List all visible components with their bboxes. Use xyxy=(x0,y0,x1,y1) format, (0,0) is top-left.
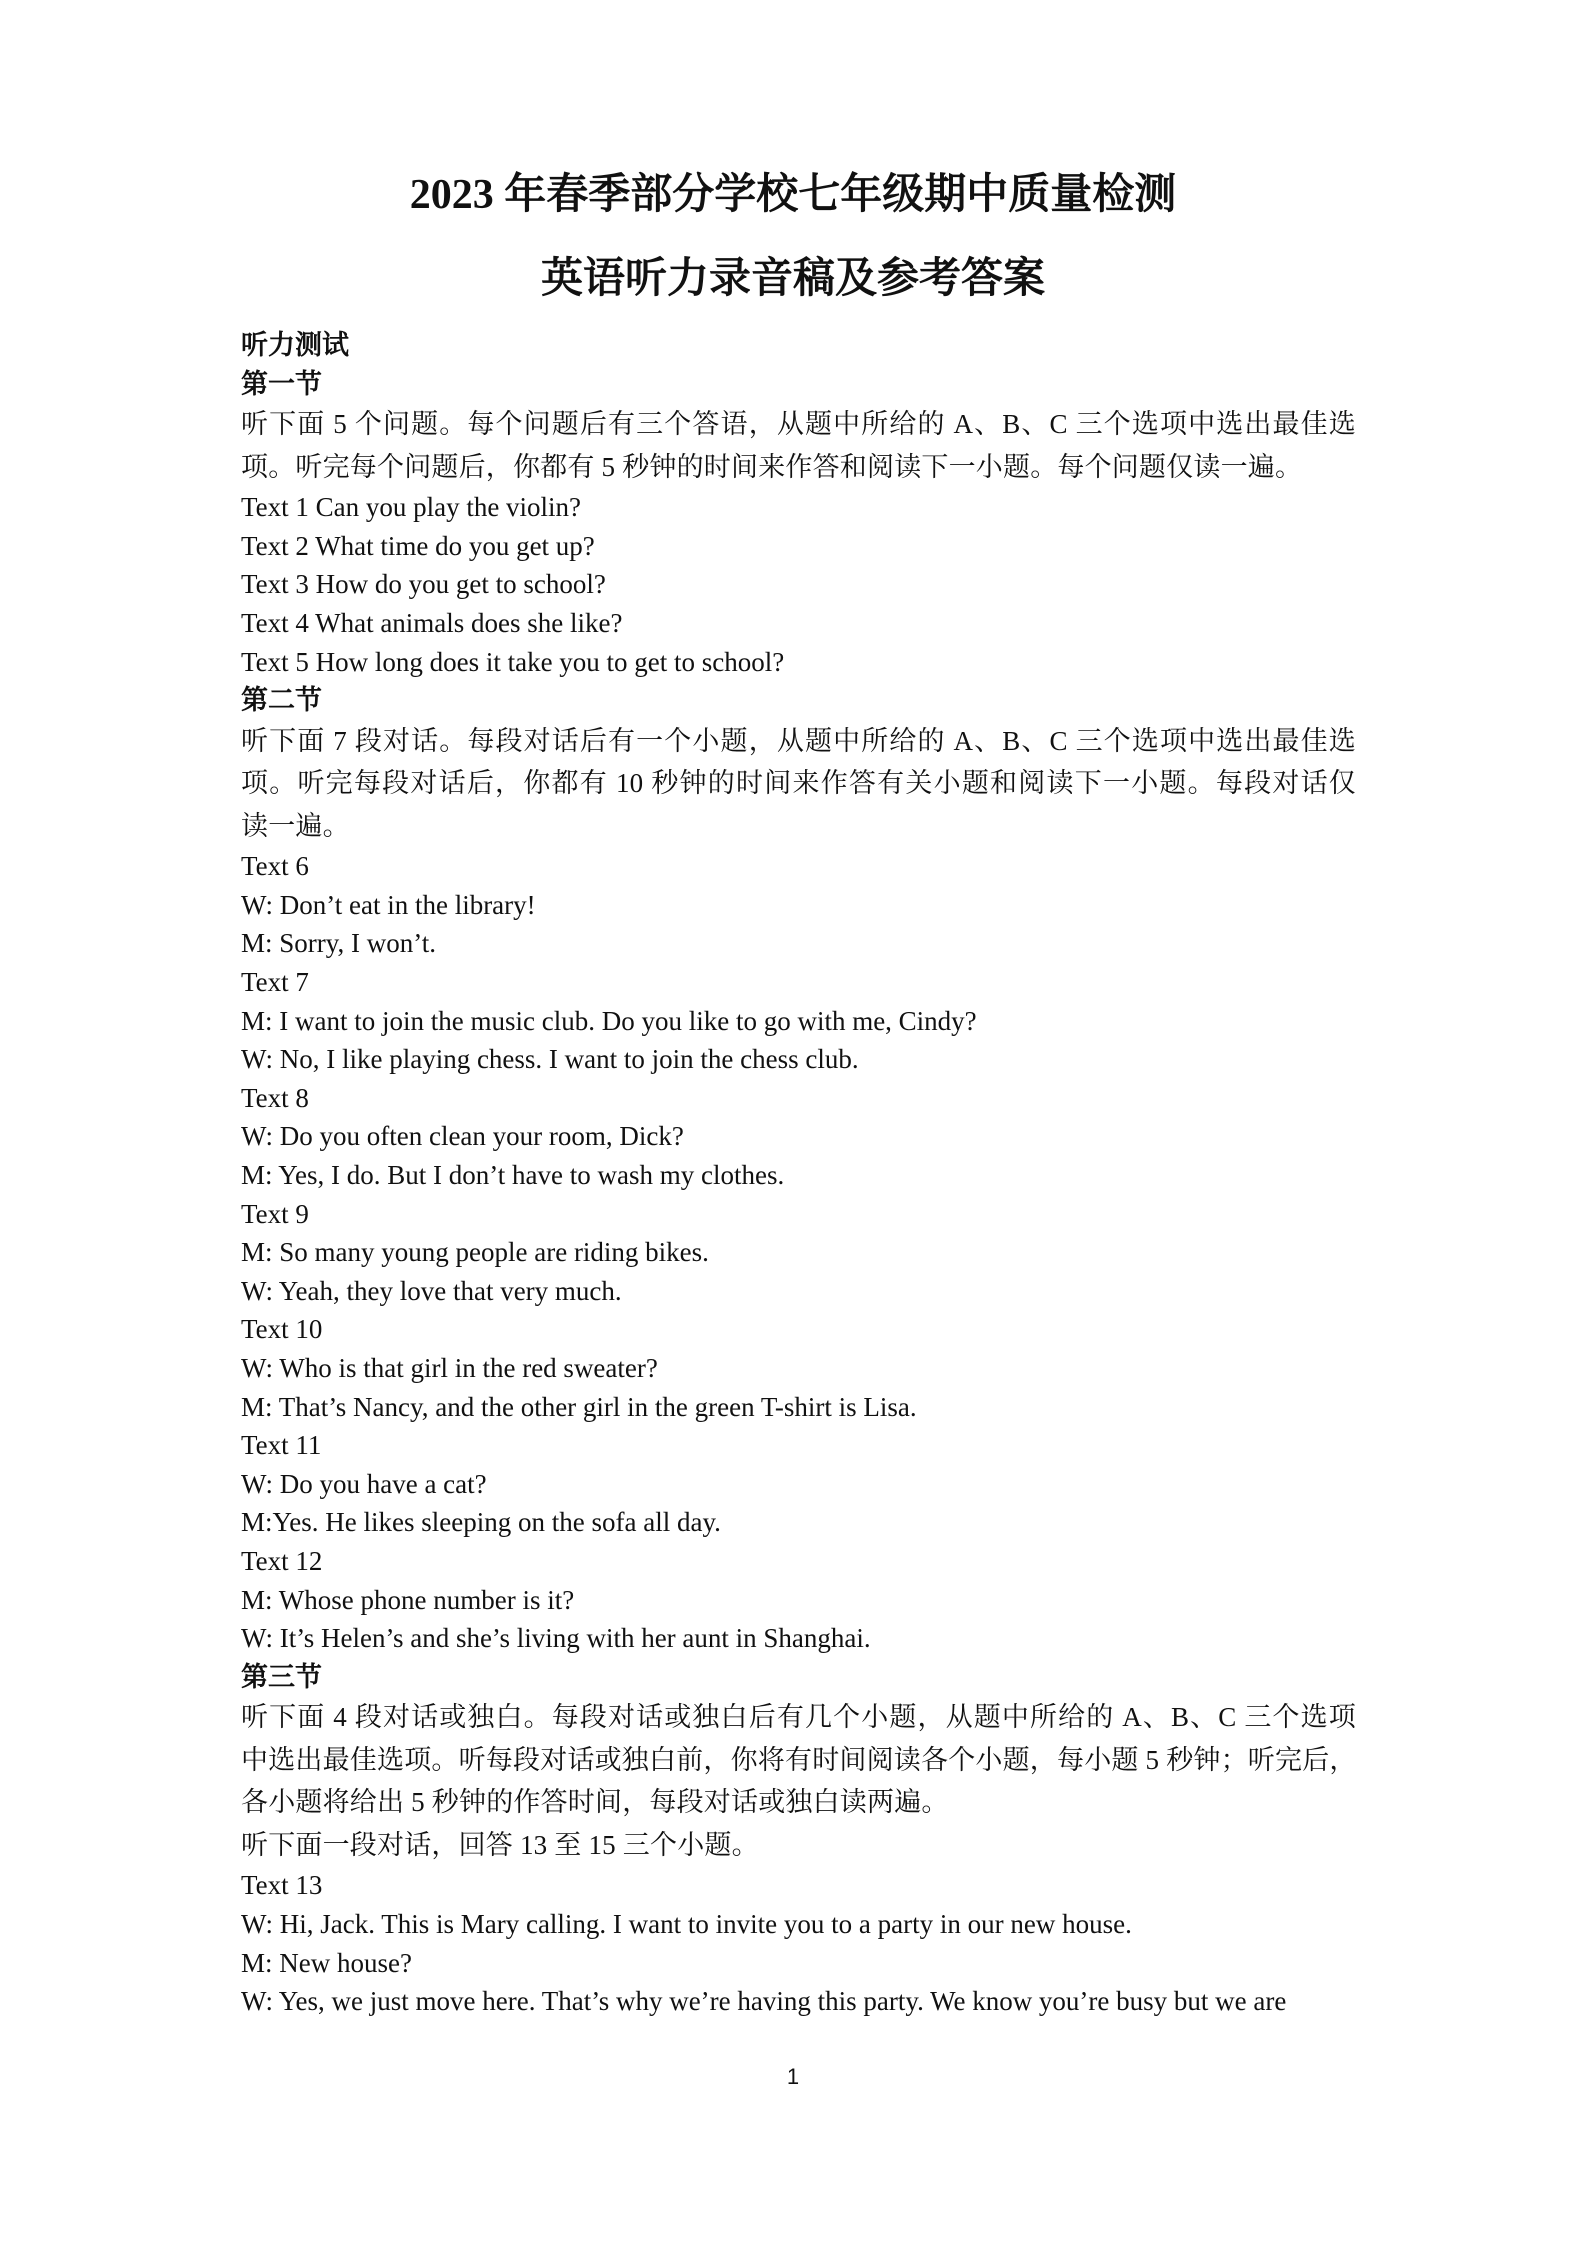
text-line: Text 13 xyxy=(241,1870,323,1901)
text-line: M: So many young people are riding bikes. xyxy=(241,1237,709,1268)
text-line: M:Yes. He likes sleeping on the sofa all day. xyxy=(241,1507,721,1538)
instruction-line: 听下面 4 段对话或独白。每段对话或独白后有几个小题，从题中所给的 A、B、C 三个选项 xyxy=(241,1702,1356,1733)
section-heading: 第三节 xyxy=(241,1661,322,1692)
text-line: M: That’s Nancy, and the other girl in the green T-shirt is Lisa. xyxy=(241,1391,917,1422)
instruction-line: 项。听完每段对话后，你都有 10 秒钟的时间来作答有关小题和阅读下一小题。每段对话仅 xyxy=(241,768,1356,799)
instruction-line: 听下面 7 段对话。每段对话后有一个小题，从题中所给的 A、B、C 三个选项中选出最佳选 xyxy=(241,725,1356,756)
text-line: M: New house? xyxy=(241,1947,412,1978)
text-line: Text 7 xyxy=(241,967,309,998)
text-line: Text 3 How do you get to school? xyxy=(241,569,606,600)
text-line: W: It’s Helen’s and she’s living with her aunt in Shanghai. xyxy=(241,1623,871,1654)
text-line: W: Hi, Jack. This is Mary calling. I want to invite you to a party in our new house. xyxy=(241,1908,1132,1939)
text-line: Text 9 xyxy=(241,1198,309,1229)
instruction-line: 听下面 5 个问题。每个问题后有三个答语，从题中所给的 A、B、C 三个选项中选出最佳选 xyxy=(241,409,1356,440)
text-line: Text 1 Can you play the violin? xyxy=(241,492,582,523)
instruction-line: 项。听完每个问题后，你都有 5 秒钟的时间来作答和阅读下一小题。每个问题仅读一遍。 xyxy=(241,451,1303,482)
instruction-line: 各小题将给出 5 秒钟的作答时间，每段对话或独白读两遍。 xyxy=(241,1787,949,1818)
text-line: W: Yeah, they love that very much. xyxy=(241,1275,622,1306)
text-line: M: Yes, I do. But I don’t have to wash my clothes. xyxy=(241,1160,785,1190)
text-line: M: Sorry, I won’t. xyxy=(241,928,436,959)
text-line: M: Whose phone number is it? xyxy=(241,1584,575,1615)
text-line: Text 11 xyxy=(241,1430,322,1461)
section-heading: 听力测试 xyxy=(241,330,349,360)
text-line: W: Yes, we just move here. That’s why we’re having this party. We know you’re busy but we are xyxy=(241,1986,1287,2017)
instruction-line: 中选出最佳选项。听每段对话或独白前，你将有时间阅读各个小题，每小题 5 秒钟；听完后， xyxy=(241,1744,1357,1775)
text-line: M: I want to join the music club. Do you like to go with me, Cindy? xyxy=(241,1005,977,1036)
document-body xyxy=(241,326,1356,2021)
document-subtitle: 英语听力录音稿及参考答案 xyxy=(540,256,1045,302)
text-line: Text 4 What animals does she like? xyxy=(241,607,623,638)
text-line: Text 10 xyxy=(241,1314,323,1345)
instruction-line: 读一遍。 xyxy=(241,810,350,841)
text-line: Text 5 How long does it take you to get to school? xyxy=(241,646,785,677)
instruction-line: 听下面一段对话，回答 13 至 15 三个小题。 xyxy=(241,1829,759,1860)
text-line: Text 2 What time do you get up? xyxy=(241,530,595,561)
text-line: W: Do you often clean your room, Dick? xyxy=(241,1121,684,1152)
section-heading: 第二节 xyxy=(241,685,322,716)
section-heading: 第一节 xyxy=(241,368,322,399)
text-line: W: Do you have a cat? xyxy=(241,1468,487,1499)
text-line: W: Who is that girl in the red sweater? xyxy=(241,1352,658,1383)
document-title: 2023 年春季部分学校七年级期中质量检测 xyxy=(409,172,1177,218)
text-line: Text 8 xyxy=(241,1082,309,1113)
text-line: Text 6 xyxy=(241,851,309,882)
text-line: Text 12 xyxy=(241,1545,323,1576)
text-line: W: No, I like playing chess. I want to join the chess club. xyxy=(241,1044,859,1075)
page-number: 1 xyxy=(786,2064,800,2089)
text-line: W: Don’t eat in the library! xyxy=(241,889,536,920)
